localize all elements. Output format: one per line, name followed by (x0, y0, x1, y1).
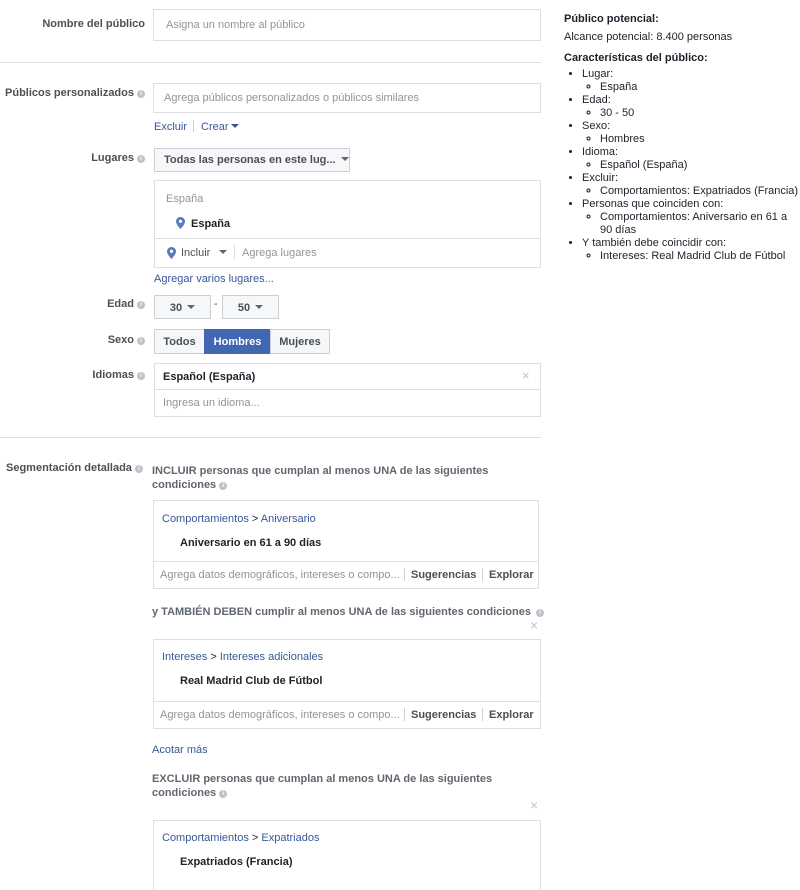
locations-label: Lugares (91, 152, 134, 164)
must-item[interactable]: Real Madrid Club de Fútbol (180, 675, 323, 687)
info-icon[interactable]: i (137, 301, 145, 309)
breadcrumb-child[interactable]: Aniversario (260, 513, 316, 525)
languages-box (154, 363, 541, 417)
suggestions-button[interactable]: Sugerencias (411, 709, 477, 721)
targeting-search-input[interactable]: Agrega datos demográficos, intereses o compo... (160, 709, 400, 721)
age-label: Edad (107, 298, 134, 310)
exclude-link[interactable]: Excluir (154, 121, 188, 133)
info-icon[interactable]: i (137, 155, 145, 163)
potential-reach: Alcance potencial: 8.400 personas (564, 31, 733, 43)
custom-audiences-label-row (0, 87, 145, 99)
characteristics-list (564, 68, 800, 263)
browse-button[interactable]: Explorar (489, 709, 534, 721)
chevron-down-icon (341, 157, 349, 161)
location-selected[interactable]: España (191, 218, 231, 230)
info-icon[interactable]: i (536, 609, 544, 617)
age-label-row (0, 298, 145, 310)
include-item[interactable]: Aniversario en 61 a 90 días (180, 537, 322, 549)
include-breadcrumb: Comportamientos > Aniversario (162, 513, 316, 525)
info-icon[interactable]: i (137, 372, 145, 380)
summary-value: ◦ 30 - 50 (600, 107, 800, 120)
breadcrumb-parent[interactable]: Intereses (162, 651, 208, 663)
chevron-down-icon (255, 305, 263, 309)
custom-audiences-label: Públicos personalizados (5, 87, 134, 99)
summary-value: ◦ Comportamientos: Aniversario en 61 a 90 días (600, 211, 800, 237)
audience-name-label: Nombre del público (42, 18, 145, 30)
targeting-search-input[interactable]: Agrega datos demográficos, intereses o compo... (160, 569, 400, 581)
locations-box (154, 180, 541, 268)
summary-item: • Idioma: ◦ Español (España) (582, 146, 800, 172)
gender-option-women[interactable]: Mujeres (270, 329, 330, 354)
detailed-targeting-label-row (0, 462, 151, 474)
chevron-down-icon (187, 305, 195, 309)
include-search-bar (154, 561, 538, 588)
include-heading: INCLUIR personas que cumplan al menos UNA de las siguientes condiciones i (152, 465, 489, 491)
summary-value: ◦ Hombres (600, 133, 800, 146)
breadcrumb-child[interactable]: Expatriados (261, 832, 320, 844)
info-icon[interactable]: i (137, 90, 145, 98)
detailed-targeting-label: Segmentación detallada (6, 462, 132, 474)
location-pin-icon (176, 217, 185, 232)
info-icon[interactable]: i (135, 465, 143, 473)
exclude-item[interactable]: Expatriados (Francia) (180, 856, 293, 868)
locations-label-row (0, 152, 145, 164)
language-selected: Español (España) (163, 371, 256, 383)
summary-value: ◦ España (600, 81, 800, 94)
audience-name-input[interactable] (153, 9, 541, 41)
add-multiple-locations-link[interactable]: Agregar varios lugares... (154, 273, 274, 285)
divider (0, 62, 541, 63)
breadcrumb-parent[interactable]: Comportamientos (162, 513, 249, 525)
gender-option-men[interactable]: Hombres (204, 329, 271, 354)
field-separator (234, 245, 235, 259)
summary-value: ◦ Español (España) (600, 159, 800, 172)
summary-value: ◦ Intereses: Real Madrid Club de Fútbol (600, 250, 800, 263)
include-dropdown[interactable]: Incluir (181, 247, 227, 259)
location-pin-icon (167, 247, 176, 262)
divider (155, 389, 540, 390)
info-icon[interactable]: i (219, 482, 227, 490)
age-max-dropdown[interactable]: 50 (222, 295, 279, 319)
must-search-bar (154, 701, 540, 728)
close-icon[interactable]: × (530, 617, 539, 633)
languages-label: Idiomas (92, 369, 134, 381)
close-icon[interactable]: × (530, 797, 539, 813)
locations-country-header: España (166, 193, 204, 205)
must-box (153, 639, 541, 729)
breadcrumb-child[interactable]: Intereses adicionales (219, 651, 324, 663)
languages-label-row (0, 369, 145, 381)
summary-value: ◦ Comportamientos: Expatriados (Francia) (600, 185, 800, 198)
exclude-heading: EXCLUIR personas que cumplan al menos UNA de las siguientes condiciones i (152, 773, 493, 799)
suggestions-button[interactable]: Sugerencias (411, 569, 477, 581)
divider (0, 437, 541, 438)
must-heading: y TAMBIÉN DEBEN cumplir al menos UNA de las siguientes condiciones i (152, 605, 544, 619)
exclude-breadcrumb: Comportamientos > Expatriados (162, 832, 320, 844)
summary-item: • Y también debe coincidir con: ◦ Intereses: Real Madrid Club de Fútbol (582, 237, 800, 263)
locations-audience-dropdown[interactable]: Todas las personas en este lug... (154, 148, 350, 172)
create-link[interactable]: Crear (201, 121, 239, 133)
chevron-down-icon (231, 124, 239, 128)
chevron-down-icon (219, 250, 227, 254)
gender-option-all[interactable]: Todos (154, 329, 205, 354)
custom-audiences-input[interactable] (153, 83, 541, 113)
language-input[interactable]: Ingresa un idioma... (163, 397, 260, 409)
divider (155, 238, 540, 239)
characteristics-title: Características del público: (564, 52, 708, 64)
gender-label-row (0, 334, 145, 346)
age-separator: - (214, 298, 218, 310)
audience-name-placeholder: Asigna un nombre al público (166, 19, 305, 31)
breadcrumb-parent[interactable]: Comportamientos (162, 832, 249, 844)
remove-icon[interactable]: × (522, 368, 530, 383)
info-icon[interactable]: i (137, 337, 145, 345)
link-separator (193, 120, 194, 132)
summary-item: • Lugar: ◦ España (582, 68, 800, 94)
summary-item: • Excluir: ◦ Comportamientos: Expatriados (Francia) (582, 172, 800, 198)
gender-label: Sexo (107, 334, 134, 346)
browse-button[interactable]: Explorar (489, 569, 534, 581)
add-locations-input[interactable]: Agrega lugares (242, 247, 317, 259)
info-icon[interactable]: i (219, 790, 227, 798)
summary-item: • Personas que coinciden con: ◦ Comportamientos: Aniversario en 61 a 90 días (582, 198, 800, 237)
summary-item: • Sexo: ◦ Hombres (582, 120, 800, 146)
exclude-box (153, 820, 541, 890)
narrow-further-link[interactable]: Acotar más (152, 744, 208, 756)
age-min-dropdown[interactable]: 30 (154, 295, 211, 319)
must-breadcrumb: Intereses > Intereses adicionales (162, 651, 324, 663)
include-box (153, 500, 539, 589)
summary-item: • Edad: ◦ 30 - 50 (582, 94, 800, 120)
audience-summary (564, 13, 800, 263)
custom-audiences-placeholder: Agrega públicos personalizados o públicos similares (164, 92, 419, 104)
potential-audience-title: Público potencial: (564, 13, 659, 25)
